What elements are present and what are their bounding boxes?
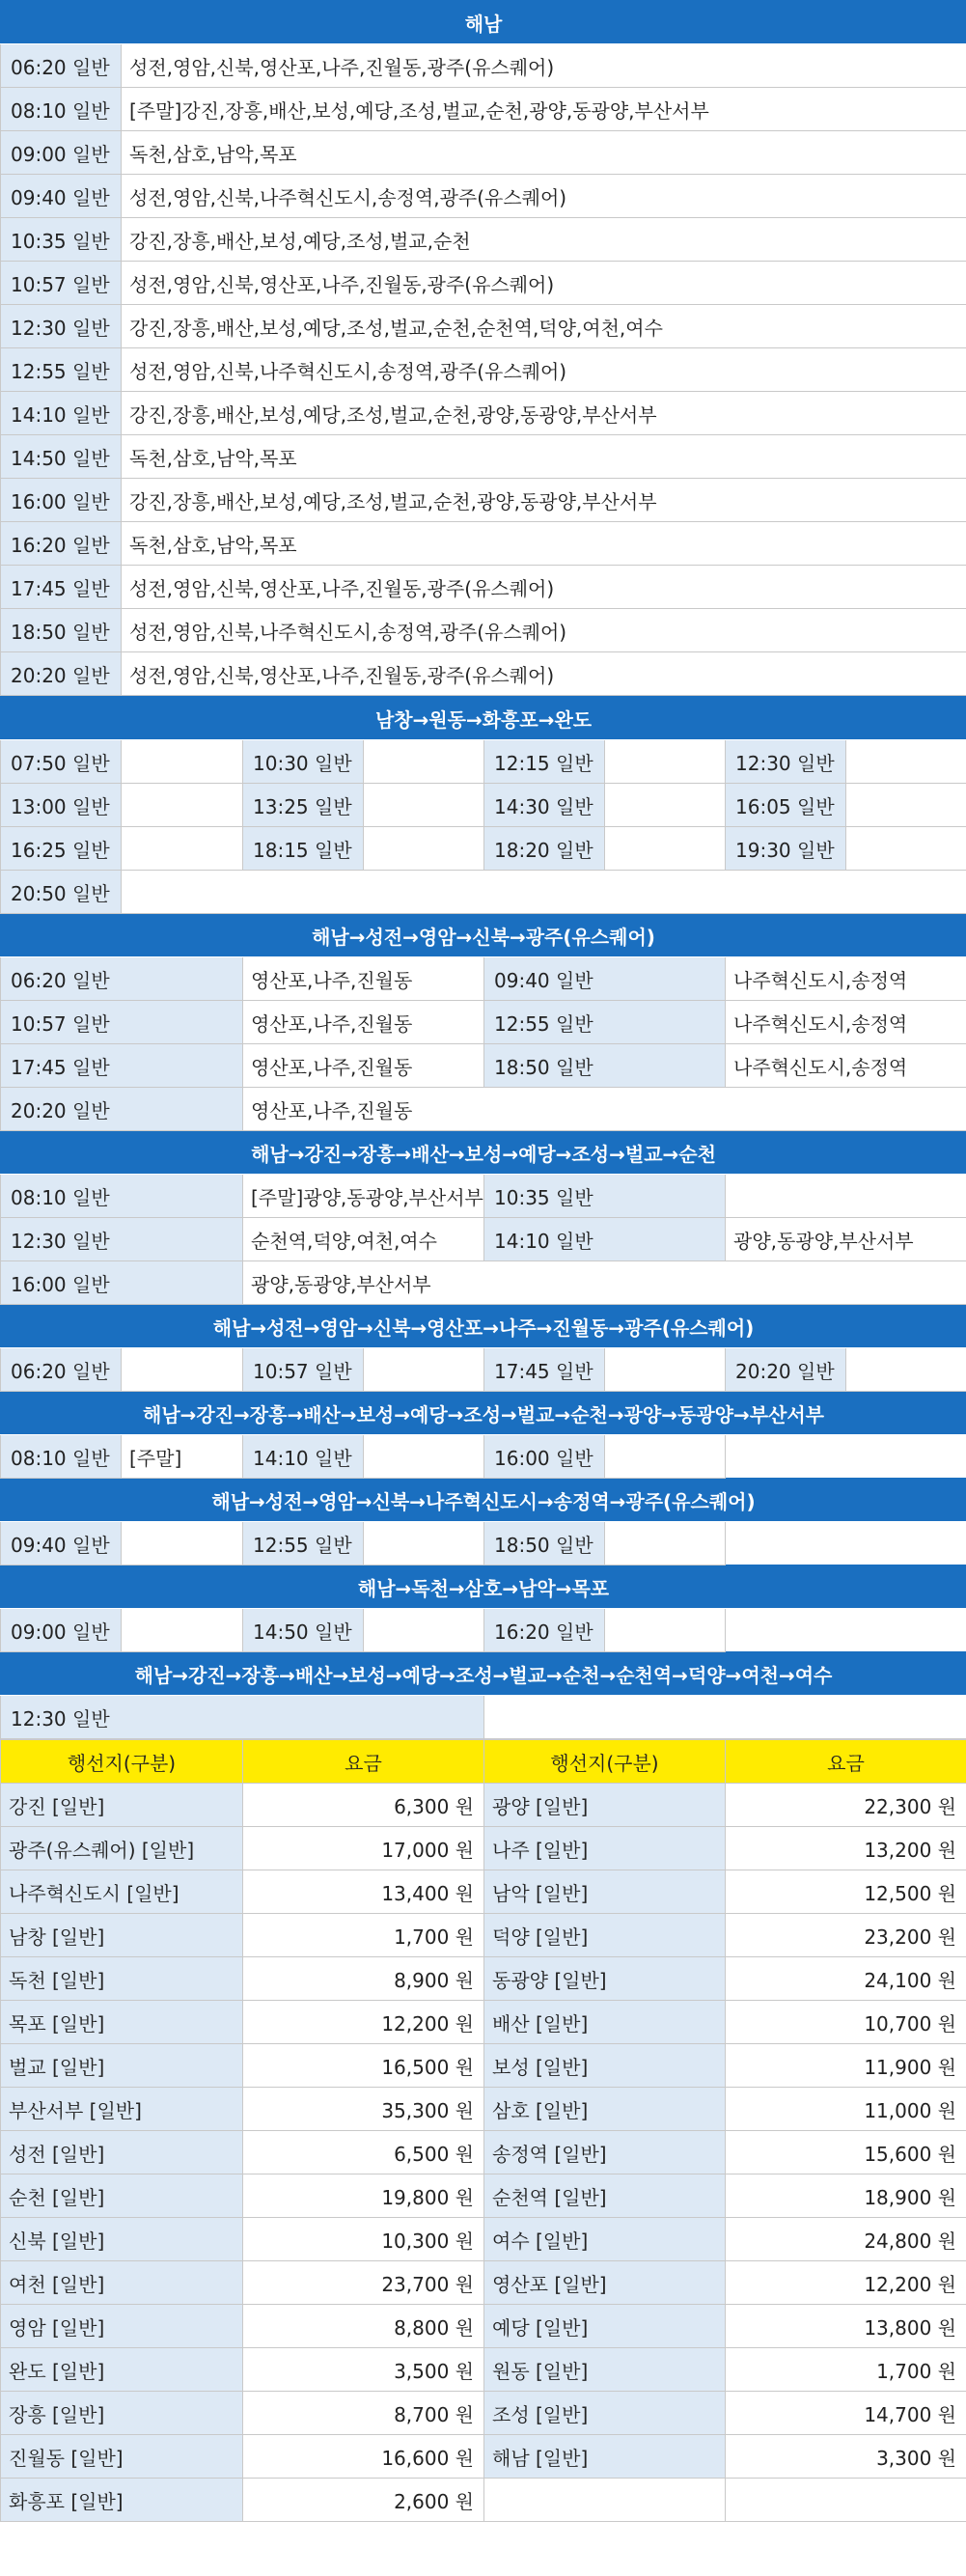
fare-row xyxy=(1,2348,966,2392)
fare-price: 16,500 원 xyxy=(243,2044,484,2088)
fare-price: 6,500 원 xyxy=(243,2131,484,2174)
departure-time: 16:20 일반 xyxy=(1,522,122,566)
destination-list: 성전,영암,신북,나주혁신도시,송정역,광주(유스퀘어) xyxy=(122,609,966,652)
departure-time: 14:10 일반 xyxy=(484,1218,726,1261)
fare-price: 10,300 원 xyxy=(243,2218,484,2261)
route-note xyxy=(364,1348,484,1392)
route-note xyxy=(364,1522,484,1565)
route-note xyxy=(846,827,966,871)
fare-destination: 예당 [일반] xyxy=(484,2305,726,2348)
destination-column-header: 행선지(구분) xyxy=(484,1740,726,1784)
departure-time: 13:00 일반 xyxy=(1,784,122,827)
departure-time: 07:50 일반 xyxy=(1,740,122,784)
departure-time: 17:45 일반 xyxy=(1,566,122,609)
schedule-row xyxy=(1,262,966,305)
departure-time: 18:50 일반 xyxy=(484,1044,726,1088)
route-note xyxy=(122,827,243,871)
departure-time: 14:50 일반 xyxy=(1,435,122,479)
destination-list: 강진,장흥,배산,보성,예당,조성,벌교,순천 xyxy=(122,218,966,262)
fare-price: 18,900 원 xyxy=(726,2174,966,2218)
destination-list: 강진,장흥,배산,보성,예당,조성,벌교,순천,순천역,덕양,여천,여수 xyxy=(122,305,966,348)
departure-time: 12:55 일반 xyxy=(243,1522,364,1565)
departure-time: 09:40 일반 xyxy=(1,1522,122,1565)
destination-list: 성전,영암,신북,나주혁신도시,송정역,광주(유스퀘어) xyxy=(122,348,966,392)
fare-price: 15,600 원 xyxy=(726,2131,966,2174)
full-schedule-table xyxy=(0,0,966,696)
route-row xyxy=(1,827,966,871)
route-note xyxy=(364,740,484,784)
route-row xyxy=(1,1175,966,1218)
departure-time: 20:20 일반 xyxy=(726,1348,846,1392)
route-note xyxy=(605,784,726,827)
fare-header-row xyxy=(1,1740,966,1784)
route-title: 해남→성전→영암→신북→나주혁신도시→송정역→광주(유스퀘어) xyxy=(1,1479,966,1522)
departure-time: 12:30 일반 xyxy=(1,305,122,348)
route-note: 영산포,나주,진월동 xyxy=(243,1001,484,1044)
departure-time: 16:00 일반 xyxy=(484,1435,605,1479)
departure-time: 10:30 일반 xyxy=(243,740,364,784)
fare-destination: 목포 [일반] xyxy=(1,2001,243,2044)
departure-time: 17:45 일반 xyxy=(1,1044,243,1088)
schedule-row xyxy=(1,88,966,131)
fare-price: 23,200 원 xyxy=(726,1914,966,1957)
destination-list: 독천,삼호,남악,목포 xyxy=(122,131,966,175)
destination-column-header: 행선지(구분) xyxy=(1,1740,243,1784)
route-note: 영산포,나주,진월동 xyxy=(243,957,484,1001)
route-note: 순천역,덕양,여천,여수 xyxy=(243,1218,484,1261)
departure-time: 13:25 일반 xyxy=(243,784,364,827)
departure-time: 14:30 일반 xyxy=(484,784,605,827)
fare-destination: 장흥 [일반] xyxy=(1,2392,243,2435)
route-header-row xyxy=(1,1479,966,1522)
route-title: 해남→강진→장흥→배산→보성→예당→조성→벌교→순천 xyxy=(1,1131,966,1175)
fare-destination: 배산 [일반] xyxy=(484,2001,726,2044)
fare-destination: 영암 [일반] xyxy=(1,2305,243,2348)
departure-time: 16:00 일반 xyxy=(1,479,122,522)
route-header-row xyxy=(1,914,966,957)
route-row xyxy=(1,1609,966,1652)
route-note xyxy=(122,871,966,914)
route-note xyxy=(122,784,243,827)
route-note xyxy=(605,1348,726,1392)
departure-time: 12:30 일반 xyxy=(1,1218,243,1261)
fare-destination: 남창 [일반] xyxy=(1,1914,243,1957)
fare-column-header: 요금 xyxy=(726,1740,966,1784)
schedule-row xyxy=(1,522,966,566)
departure-time: 14:10 일반 xyxy=(243,1435,364,1479)
fare-price: 12,200 원 xyxy=(726,2261,966,2305)
departure-time: 17:45 일반 xyxy=(484,1348,605,1392)
schedule-row xyxy=(1,435,966,479)
destination-list: 성전,영암,신북,영산포,나주,진월동,광주(유스퀘어) xyxy=(122,262,966,305)
fare-table xyxy=(0,1739,966,2522)
departure-time: 16:25 일반 xyxy=(1,827,122,871)
fare-destination: 영산포 [일반] xyxy=(484,2261,726,2305)
route-note xyxy=(122,1609,243,1652)
schedule-row xyxy=(1,479,966,522)
fare-price: 14,700 원 xyxy=(726,2392,966,2435)
departure-time: 08:10 일반 xyxy=(1,1175,243,1218)
departure-time: 12:55 일반 xyxy=(1,348,122,392)
fare-price: 10,700 원 xyxy=(726,2001,966,2044)
departure-time: 20:20 일반 xyxy=(1,1088,243,1131)
route-row xyxy=(1,784,966,827)
route-note: 나주혁신도시,송정역 xyxy=(726,1044,966,1088)
route-row xyxy=(1,1001,966,1044)
fare-destination: 나주 [일반] xyxy=(484,1827,726,1870)
destination-list: 성전,영암,신북,영산포,나주,진월동,광주(유스퀘어) xyxy=(122,652,966,696)
fare-row xyxy=(1,2218,966,2261)
fare-destination: 독천 [일반] xyxy=(1,1957,243,2001)
departure-time: 18:50 일반 xyxy=(1,609,122,652)
fare-price: 12,200 원 xyxy=(243,2001,484,2044)
fare-price: 3,300 원 xyxy=(726,2435,966,2479)
departure-time: 19:30 일반 xyxy=(726,827,846,871)
fare-price: 8,800 원 xyxy=(243,2305,484,2348)
route-note xyxy=(846,740,966,784)
departure-time: 06:20 일반 xyxy=(1,957,243,1001)
destination-list: 성전,영암,신북,영산포,나주,진월동,광주(유스퀘어) xyxy=(122,566,966,609)
fare-destination: 삼호 [일반] xyxy=(484,2088,726,2131)
schedule-row xyxy=(1,652,966,696)
fare-row xyxy=(1,2174,966,2218)
route-note xyxy=(846,784,966,827)
fare-destination: 원동 [일반] xyxy=(484,2348,726,2392)
destination-list: 독천,삼호,남악,목포 xyxy=(122,522,966,566)
route-note xyxy=(364,1435,484,1479)
fare-price: 13,200 원 xyxy=(726,1827,966,1870)
departure-time: 18:15 일반 xyxy=(243,827,364,871)
route-note: [주말] xyxy=(122,1435,243,1479)
route-note xyxy=(605,1609,726,1652)
fare-destination: 송정역 [일반] xyxy=(484,2131,726,2174)
fare-price: 3,500 원 xyxy=(243,2348,484,2392)
route-note xyxy=(364,827,484,871)
departure-time: 08:10 일반 xyxy=(1,1435,122,1479)
fare-destination: 해남 [일반] xyxy=(484,2435,726,2479)
departure-time: 14:50 일반 xyxy=(243,1609,364,1652)
departure-time: 09:00 일반 xyxy=(1,131,122,175)
departure-time: 06:20 일반 xyxy=(1,44,122,88)
fare-row xyxy=(1,2435,966,2479)
fare-row xyxy=(1,2479,966,2522)
route-header-row xyxy=(1,697,966,740)
schedule-row xyxy=(1,131,966,175)
fare-destination: 조성 [일반] xyxy=(484,2392,726,2435)
departure-time: 16:00 일반 xyxy=(1,1261,243,1305)
fare-row xyxy=(1,2044,966,2088)
route-note xyxy=(364,784,484,827)
route-note xyxy=(122,1522,243,1565)
route-note xyxy=(364,1609,484,1652)
fare-destination: 보성 [일반] xyxy=(484,2044,726,2088)
fare-price: 11,900 원 xyxy=(726,2044,966,2088)
route-title: 해남→강진→장흥→배산→보성→예당→조성→벌교→순천→순천역→덕양→여천→여수 xyxy=(1,1652,966,1696)
destination-list: 강진,장흥,배산,보성,예당,조성,벌교,순천,광양,동광양,부산서부 xyxy=(122,392,966,435)
fare-destination: 강진 [일반] xyxy=(1,1784,243,1827)
fare-price: 22,300 원 xyxy=(726,1784,966,1827)
destination-list: 성전,영암,신북,영산포,나주,진월동,광주(유스퀘어) xyxy=(122,44,966,88)
fare-price: 12,500 원 xyxy=(726,1870,966,1914)
schedule-row xyxy=(1,218,966,262)
route-title: 해남→성전→영암→신북→영산포→나주→진월동→광주(유스퀘어) xyxy=(1,1305,966,1348)
departure-time: 10:57 일반 xyxy=(243,1348,364,1392)
fare-row xyxy=(1,2305,966,2348)
fare-row xyxy=(1,2001,966,2044)
schedule-row xyxy=(1,566,966,609)
route-row xyxy=(1,1261,966,1305)
departure-time: 16:20 일반 xyxy=(484,1609,605,1652)
departure-time: 12:55 일반 xyxy=(484,1001,726,1044)
section-title: 해남 xyxy=(1,1,966,44)
route-note xyxy=(605,740,726,784)
route-note xyxy=(605,827,726,871)
destination-list: 강진,장흥,배산,보성,예당,조성,벌교,순천,광양,동광양,부산서부 xyxy=(122,479,966,522)
fare-destination: 덕양 [일반] xyxy=(484,1914,726,1957)
fare-destination: 여천 [일반] xyxy=(1,2261,243,2305)
schedule-row xyxy=(1,609,966,652)
fare-destination: 순천 [일반] xyxy=(1,2174,243,2218)
fare-price: 1,700 원 xyxy=(243,1914,484,1957)
fare-row xyxy=(1,2088,966,2131)
fare-row xyxy=(1,1870,966,1914)
route-header-row xyxy=(1,1652,966,1696)
route-schedule-table xyxy=(0,696,966,1739)
fare-price: 23,700 원 xyxy=(243,2261,484,2305)
fare-row xyxy=(1,1827,966,1870)
departure-time: 12:30 일반 xyxy=(1,1696,484,1739)
fare-price: 8,700 원 xyxy=(243,2392,484,2435)
fare-destination: 남악 [일반] xyxy=(484,1870,726,1914)
departure-time: 18:50 일반 xyxy=(484,1522,605,1565)
route-title: 해남→독천→삼호→남악→목포 xyxy=(1,1565,966,1609)
route-row xyxy=(1,957,966,1001)
route-note xyxy=(605,1522,726,1565)
schedule-row xyxy=(1,392,966,435)
departure-time: 09:40 일반 xyxy=(1,175,122,218)
schedule-row xyxy=(1,44,966,88)
fare-price: 6,300 원 xyxy=(243,1784,484,1827)
departure-time: 12:30 일반 xyxy=(726,740,846,784)
route-note: 광양,동광양,부산서부 xyxy=(726,1218,966,1261)
departure-time: 10:35 일반 xyxy=(484,1175,726,1218)
fare-row xyxy=(1,1784,966,1827)
route-row xyxy=(1,1044,966,1088)
fare-price: 24,800 원 xyxy=(726,2218,966,2261)
route-note: 영산포,나주,진월동 xyxy=(243,1044,484,1088)
fare-row xyxy=(1,1957,966,2001)
departure-time: 20:50 일반 xyxy=(1,871,122,914)
fare-destination: 나주혁신도시 [일반] xyxy=(1,1870,243,1914)
fare-price: 11,000 원 xyxy=(726,2088,966,2131)
route-row xyxy=(1,1348,966,1392)
fare-price: 16,600 원 xyxy=(243,2435,484,2479)
fare-price: 8,900 원 xyxy=(243,1957,484,2001)
route-note: 나주혁신도시,송정역 xyxy=(726,957,966,1001)
fare-price: 19,800 원 xyxy=(243,2174,484,2218)
departure-time: 10:57 일반 xyxy=(1,262,122,305)
fare-row xyxy=(1,1914,966,1957)
fare-price: 2,600 원 xyxy=(243,2479,484,2522)
route-row xyxy=(1,871,966,914)
fare-destination xyxy=(484,2479,726,2522)
departure-time: 09:40 일반 xyxy=(484,957,726,1001)
fare-price: 17,000 원 xyxy=(243,1827,484,1870)
fare-destination: 벌교 [일반] xyxy=(1,2044,243,2088)
route-note xyxy=(605,1435,726,1479)
route-note: 영산포,나주,진월동 xyxy=(243,1088,966,1131)
schedule-row xyxy=(1,175,966,218)
route-note: 나주혁신도시,송정역 xyxy=(726,1001,966,1044)
fare-price: 1,700 원 xyxy=(726,2348,966,2392)
fare-destination: 순천역 [일반] xyxy=(484,2174,726,2218)
schedule-row xyxy=(1,305,966,348)
fare-destination: 여수 [일반] xyxy=(484,2218,726,2261)
route-note xyxy=(846,1348,966,1392)
route-row xyxy=(1,1218,966,1261)
route-row xyxy=(1,1696,966,1739)
route-title: 남창→원동→화흥포→완도 xyxy=(1,697,966,740)
route-title: 해남→강진→장흥→배산→보성→예당→조성→벌교→순천→광양→동광양→부산서부 xyxy=(1,1392,966,1435)
route-header-row xyxy=(1,1305,966,1348)
fare-destination: 신북 [일반] xyxy=(1,2218,243,2261)
fare-destination: 부산서부 [일반] xyxy=(1,2088,243,2131)
departure-time: 20:20 일반 xyxy=(1,652,122,696)
departure-time: 10:57 일반 xyxy=(1,1001,243,1044)
fare-price: 13,800 원 xyxy=(726,2305,966,2348)
fare-price: 13,400 원 xyxy=(243,1870,484,1914)
destination-list: 독천,삼호,남악,목포 xyxy=(122,435,966,479)
route-row xyxy=(1,740,966,784)
departure-time: 16:05 일반 xyxy=(726,784,846,827)
fare-price xyxy=(726,2479,966,2522)
destination-list: 성전,영암,신북,나주혁신도시,송정역,광주(유스퀘어) xyxy=(122,175,966,218)
departure-time: 12:15 일반 xyxy=(484,740,605,784)
route-note: [주말]광양,동광양,부산서부 xyxy=(243,1175,484,1218)
fare-price: 24,100 원 xyxy=(726,1957,966,2001)
schedule-row xyxy=(1,348,966,392)
fare-destination: 광양 [일반] xyxy=(484,1784,726,1827)
fare-price: 35,300 원 xyxy=(243,2088,484,2131)
departure-time: 09:00 일반 xyxy=(1,1609,122,1652)
route-header-row xyxy=(1,1131,966,1175)
section-header-row xyxy=(1,1,966,44)
route-note xyxy=(122,740,243,784)
route-title: 해남→성전→영암→신북→광주(유스퀘어) xyxy=(1,914,966,957)
departure-time: 06:20 일반 xyxy=(1,1348,122,1392)
departure-time: 10:35 일반 xyxy=(1,218,122,262)
route-note xyxy=(726,1175,966,1218)
route-header-row xyxy=(1,1392,966,1435)
route-note: 광양,동광양,부산서부 xyxy=(243,1261,966,1305)
route-row xyxy=(1,1088,966,1131)
fare-row xyxy=(1,2392,966,2435)
fare-destination: 성전 [일반] xyxy=(1,2131,243,2174)
fare-destination: 광주(유스퀘어) [일반] xyxy=(1,1827,243,1870)
departure-time: 08:10 일반 xyxy=(1,88,122,131)
destination-list: [주말]강진,장흥,배산,보성,예당,조성,벌교,순천,광양,동광양,부산서부 xyxy=(122,88,966,131)
fare-row xyxy=(1,2261,966,2305)
departure-time: 18:20 일반 xyxy=(484,827,605,871)
route-note xyxy=(484,1696,966,1739)
route-row xyxy=(1,1522,966,1565)
route-row xyxy=(1,1435,966,1479)
route-header-row xyxy=(1,1565,966,1609)
fare-destination: 화흥포 [일반] xyxy=(1,2479,243,2522)
departure-time: 14:10 일반 xyxy=(1,392,122,435)
fare-destination: 진월동 [일반] xyxy=(1,2435,243,2479)
fare-row xyxy=(1,2131,966,2174)
fare-column-header: 요금 xyxy=(243,1740,484,1784)
route-note xyxy=(122,1348,243,1392)
fare-destination: 완도 [일반] xyxy=(1,2348,243,2392)
fare-destination: 동광양 [일반] xyxy=(484,1957,726,2001)
